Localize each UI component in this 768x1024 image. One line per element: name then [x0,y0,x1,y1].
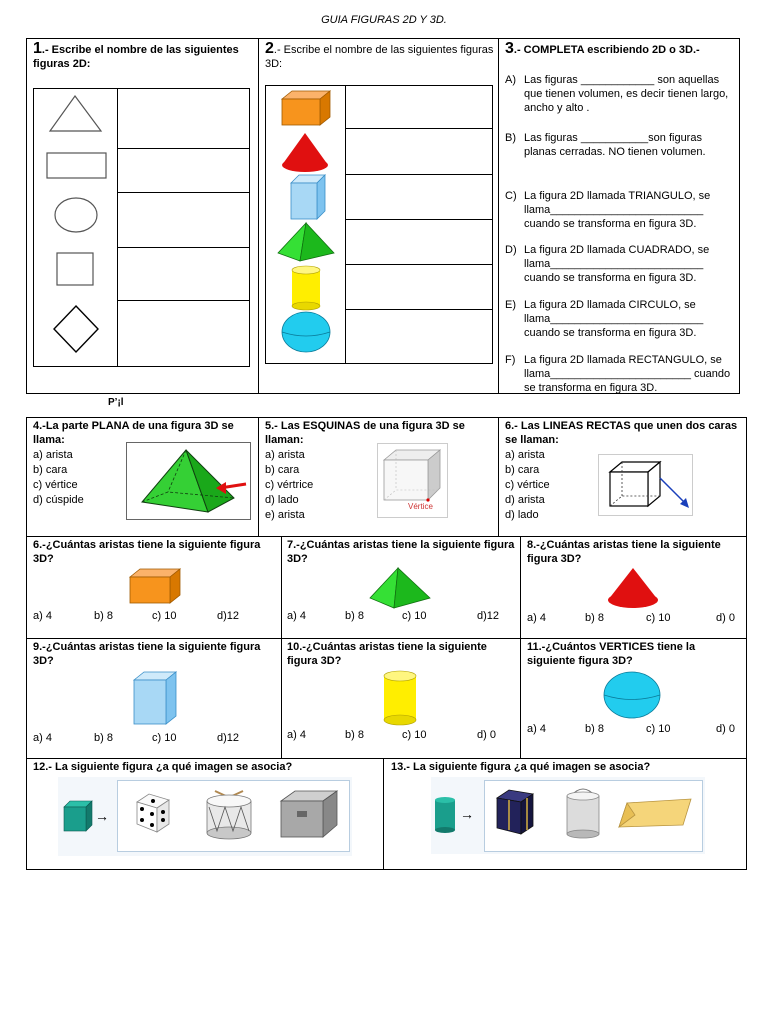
answer-option[interactable]: c) 10 [152,610,177,622]
answer-option[interactable]: d) 0 [716,612,735,624]
table-row-line [117,247,250,248]
table-row-line [345,219,493,220]
metal-box-icon[interactable] [277,787,339,841]
option[interactable]: b) cara [33,464,68,476]
option[interactable]: d) arista [505,494,545,506]
question-8: 8.-¿Cuántas aristas tiene la siguiente figura 3D? [527,539,721,565]
option[interactable]: b) cara [265,464,300,476]
option[interactable]: b) cara [505,464,540,476]
question-4-options [33,448,84,508]
section-1-number: 1 [33,40,42,57]
option[interactable]: a) arista [265,449,305,461]
stray-text: P’¡l [108,397,124,408]
answer-option[interactable]: d)12 [477,610,500,622]
arrow-icon: → [95,808,109,824]
option[interactable]: d) lado [265,494,299,506]
circle-2d-icon [53,196,99,234]
option[interactable]: d) lado [505,509,539,521]
cylinder-yellow-icon [382,670,418,726]
item-text: La figura 2D llamada TRIANGULO, se llama_________________________ cuando se transforma en figura 3D. [524,190,711,230]
fill-blank-item [505,73,731,115]
pyramid-green-icon [368,566,432,610]
question-6a-options [505,448,550,523]
answer-option[interactable]: d)12 [217,732,240,744]
table-divider [345,85,346,364]
table-row-line [117,192,250,193]
question-5-options [265,448,313,523]
answer-option[interactable]: c) 10 [402,610,427,622]
option[interactable]: e) arista [265,509,305,521]
question-6b: 6.-¿Cuántas aristas tiene la siguiente figura 3D? [33,539,261,565]
column-divider [383,758,384,870]
fill-blank-item [505,189,731,231]
table-row-line [117,148,250,149]
section-2-number: 2 [265,40,274,57]
answer-option[interactable]: b) 8 [345,610,364,622]
column-divider [520,536,521,639]
fill-blank-item [505,353,731,395]
cube-edge-icon [606,458,694,514]
cheese-wedge-icon[interactable] [617,797,695,831]
rhombus-2d-icon [52,304,100,354]
drum-icon[interactable] [203,787,255,841]
question-9: 9.-¿Cuántas aristas tiene la siguiente figura 3D? [33,641,261,667]
teal-cube-icon [62,799,94,833]
question-4: 4.-La parte PLANA de una figura 3D se llama: [33,420,234,446]
section-1-heading [33,42,255,71]
table-row-line [117,300,250,301]
vertex-label: Vértice [408,502,433,511]
column-divider [281,536,282,639]
column-divider [520,638,521,759]
table-divider [117,88,118,367]
item-text: La figura 2D llamada CUADRADO, se llama_________________________ cuando se transforma en figura 3D. [524,244,710,284]
option[interactable]: c) vértice [505,479,550,491]
cone-red-icon [280,131,330,175]
answer-option[interactable]: a) 4 [527,723,546,735]
section-3-instruction: .- COMPLETA escribiendo 2D o 3D.- [513,44,700,56]
cylinder-yellow-icon [290,265,322,311]
column-divider [281,638,282,759]
answer-option[interactable]: a) 4 [527,612,546,624]
option[interactable]: d) cúspide [33,494,84,506]
square-2d-icon [56,252,96,288]
sphere-cyan-icon [602,670,662,720]
triangle-2d-icon [48,94,104,134]
item-letter: B) [505,132,516,144]
question-10: 10.-¿Cuántas aristas tiene la siguiente figura 3D? [287,641,487,667]
answer-option[interactable]: b) 8 [585,723,604,735]
option[interactable]: c) vértrice [265,479,314,491]
cube-orange-icon [280,89,332,129]
section-3-items [499,0,739,394]
option[interactable]: a) arista [33,449,73,461]
column-divider [258,417,259,537]
fill-blank-item [505,243,731,285]
answer-option[interactable]: a) 4 [33,732,52,744]
gift-box-icon[interactable] [493,786,537,838]
section-3-number: 3 [505,40,514,57]
column-divider [498,417,499,537]
option[interactable]: a) arista [505,449,545,461]
teal-cylinder-icon [433,796,457,836]
item-letter: C) [505,190,517,202]
question-11: 11.-¿Cuántos VERTICES tiene la siguiente figura 3D? [527,641,696,667]
question-6a: 6.- Las LINEAS RECTAS que unen dos caras se llaman: [505,420,738,446]
cone-red-icon [606,566,660,612]
dice-icon[interactable] [133,790,173,836]
answer-option[interactable]: c) 10 [152,732,177,744]
prism-lightblue-icon [132,670,180,728]
arrow-icon: → [460,806,474,822]
pyramid-face-icon [138,446,248,516]
answer-option[interactable]: d)12 [217,610,240,622]
rectangle-2d-icon [46,152,108,180]
cube-orange-icon [128,567,184,607]
item-text: La figura 2D llamada RECTANGULO, se llama_______________________ cuando se transforma en figura 3D. [524,354,731,394]
answer-option[interactable]: c) 10 [646,723,671,735]
item-text: Las figuras ___________son figuras planas cerradas. NO tienen volumen. [524,132,706,158]
item-letter: D) [505,244,517,256]
prism-lightblue-icon [289,173,329,221]
sphere-cyan-icon [280,310,332,354]
question-13: 13.- La siguiente figura ¿a qué imagen se asocia? [391,761,651,773]
answer-option[interactable]: a) 4 [287,729,306,741]
paint-can-icon[interactable] [563,784,603,840]
answer-option[interactable]: b) 8 [585,612,604,624]
table-row-line [345,128,493,129]
answer-option[interactable]: b) 8 [94,732,113,744]
section-2-instruction: .- Escribe el nombre de las siguientes figuras 3D: [265,44,494,70]
item-letter: F) [505,354,516,366]
question-12: 12.- La siguiente figura ¿a qué imagen se asocia? [33,761,293,773]
answer-option[interactable]: c) 10 [402,729,427,741]
section-1-instruction: .- Escribe el nombre de las siguientes figuras 2D: [33,44,239,70]
answer-option[interactable]: c) 10 [646,612,671,624]
question-7: 7.-¿Cuántas aristas tiene la siguiente figura 3D? [287,539,515,565]
table-row-line [345,309,493,310]
table-row-line [345,264,493,265]
answer-option[interactable]: b) 8 [345,729,364,741]
item-text: Las figuras ____________ son aquellas que tienen volumen, es decir tienen largo, ancho y alto . [524,74,729,114]
page-title: GUIA FIGURAS 2D Y 3D. [321,14,447,26]
answer-option[interactable]: d) 0 [716,723,735,735]
section-2-heading [265,42,495,71]
item-letter: E) [505,299,516,311]
pyramid-green-icon [276,221,336,265]
fill-blank-item [505,298,731,340]
answer-option[interactable]: a) 4 [33,610,52,622]
item-letter: A) [505,74,516,86]
answer-option[interactable]: b) 8 [94,610,113,622]
item-text: La figura 2D llamada CIRCULO, se llama_________________________ cuando se transforma en figura 3D. [524,299,704,339]
answer-option[interactable]: a) 4 [287,610,306,622]
question-5: 5.- Las ESQUINAS de una figura 3D se llaman: [265,420,465,446]
fill-blank-item [505,131,731,159]
answer-option[interactable]: d) 0 [477,729,496,741]
option[interactable]: c) vértice [33,479,78,491]
table-row-line [345,174,493,175]
